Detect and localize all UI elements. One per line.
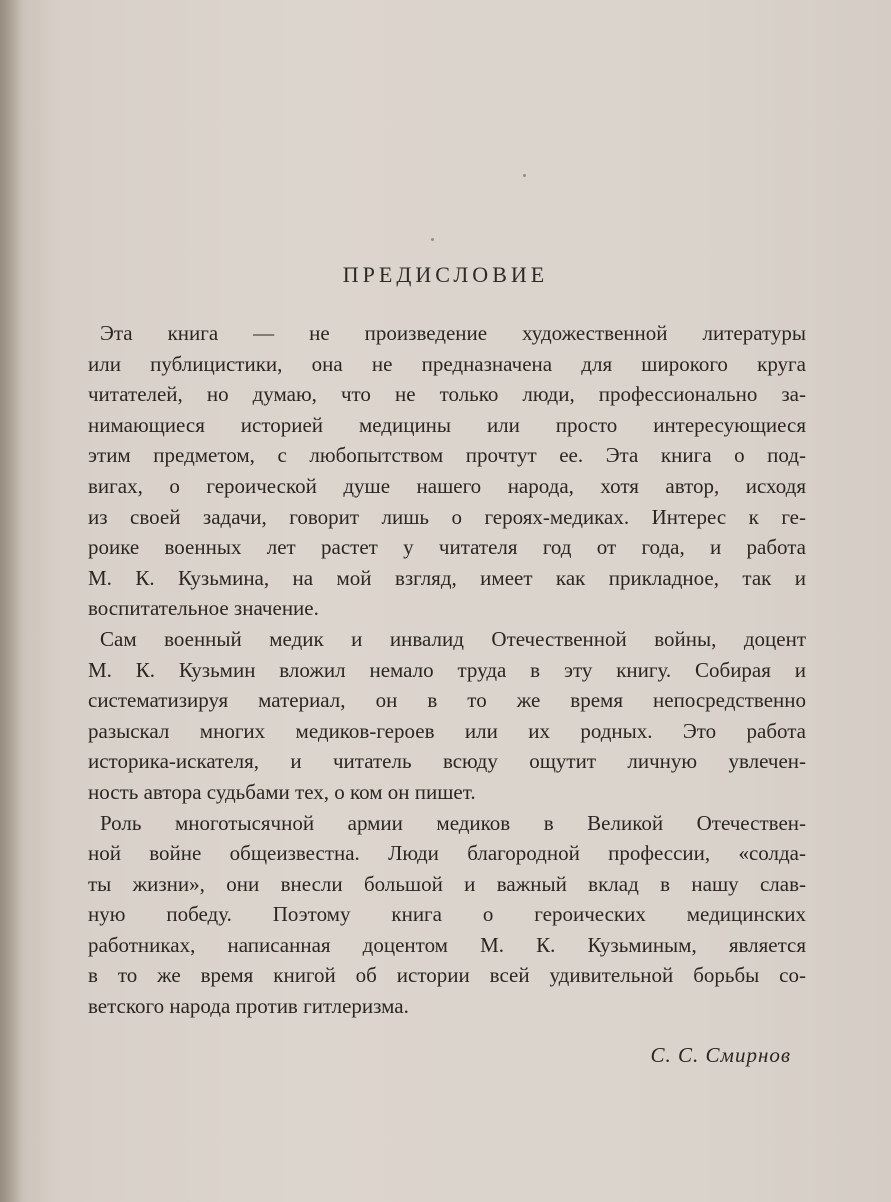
text-line: Сам военный медик и инвалид Отечественной войны, доцент <box>100 626 806 651</box>
text-line: Роль многотысячной армии медиков в Великой Отечествен- <box>100 810 806 835</box>
text-line: М. К. Кузьмин вложил немало труда в эту книгу. Собирая и <box>88 657 806 682</box>
text-line: из своей задачи, говорит лишь о героях-медиках. Интерес к ге- <box>88 504 806 529</box>
paper-fleck <box>431 238 434 241</box>
text-line: М. К. Кузьмина, на мой взгляд, имеет как прикладное, так и <box>88 565 806 590</box>
text-line: ты жизни», они внесли большой и важный вклад в нашу слав- <box>88 871 806 896</box>
paragraph-3 <box>88 808 806 1022</box>
text-line: ность автора судьбами тех, о ком он пишет. <box>88 779 476 804</box>
text-line: или публицистики, она не предназначена для широкого круга <box>88 351 806 376</box>
text-line: разыскал многих медиков-героев или их родных. Это работа <box>88 718 806 743</box>
text-line: работниках, написанная доцентом М. К. Кузьминым, является <box>88 932 806 957</box>
text-line: Эта книга — не произведение художественной литературы <box>100 321 806 345</box>
text-line: этим предметом, с любопытством прочтут ее. Эта книга о под- <box>88 443 806 468</box>
text-line: роике военных лет растет у читателя год от года, и работа <box>88 535 806 560</box>
text-line: в то же время книгой об истории всей удивительной борьбы со- <box>88 963 806 988</box>
author-signature: С. С. Смирнов <box>650 1043 791 1067</box>
text-line: ную победу. Поэтому книга о героических медицинских <box>88 902 806 927</box>
spine-shadow <box>0 0 22 1202</box>
paper-fleck <box>523 174 526 177</box>
text-line: вигах, о героической душе нашего народа, хотя автор, исходя <box>88 473 806 498</box>
text-line: воспитательное значение. <box>88 596 319 621</box>
page-title: ПРЕДИСЛОВИЕ <box>342 262 549 287</box>
text-line: ной войне общеизвестна. Люди благородной профессии, «солда- <box>88 841 806 866</box>
text-line: нимающиеся историей медицины или просто интересующиеся <box>88 412 806 437</box>
paragraph-2 <box>88 624 806 808</box>
preface-body <box>88 318 806 1022</box>
text-line: историка-искателя, и читатель всюду ощутит личную увлечен- <box>88 749 806 774</box>
text-line: читателей, но думаю, что не только люди, профессионально за- <box>88 382 806 407</box>
text-line: ветского народа против гитлеризма. <box>88 994 409 1019</box>
text-line: систематизируя материал, он в то же время непосредственно <box>88 688 806 713</box>
paragraph-1 <box>88 318 806 624</box>
